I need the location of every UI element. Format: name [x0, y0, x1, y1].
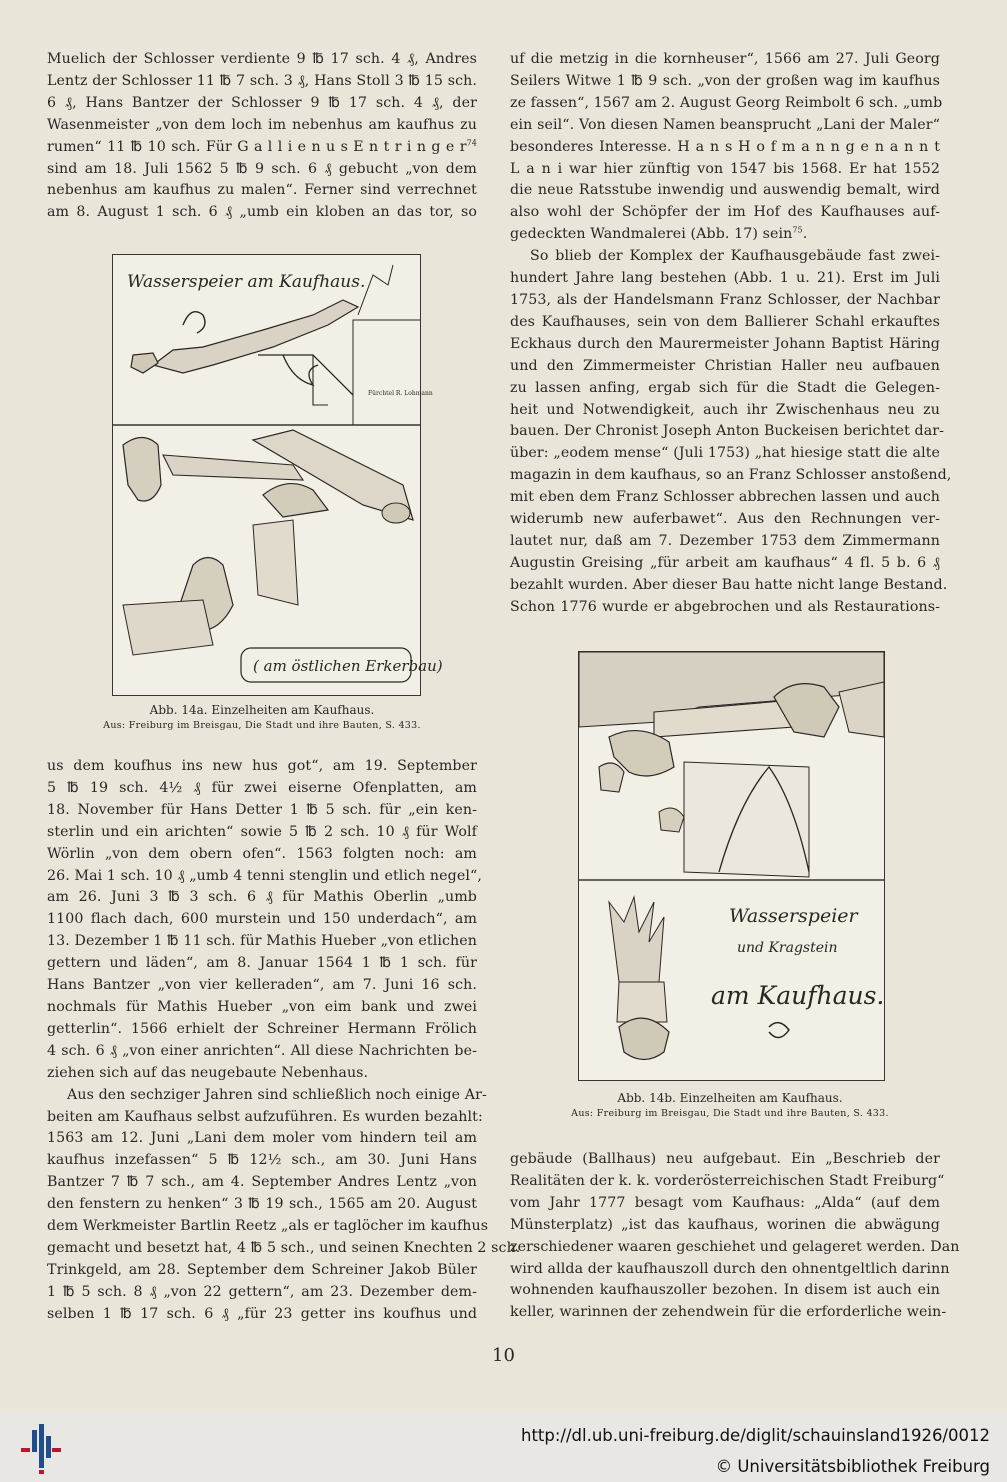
figure-14b-caption	[510, 1091, 950, 1121]
text-line: 1 ℔ 5 sch. 8 ₰ „von 22 gettern“, am 23. Dezember dem-	[47, 1283, 477, 1300]
figure-14b-title-line1: Wasserspeier	[729, 905, 858, 927]
text-line: nochmals für Mathis Hueber „von eim bank und zwei	[47, 998, 477, 1015]
text-line: lautet nur, daß am 7. Dezember 1753 dem Zimmermann	[510, 532, 940, 549]
figure-14b-caption-title: Abb. 14b. Einzelheiten am Kaufhaus.	[617, 1091, 843, 1105]
library-footer	[0, 1412, 1007, 1482]
text-line: 18. November für Hans Detter 1 ℔ 5 sch. für „ein ken-	[47, 801, 477, 818]
text-line: 1753, als der Handelsmann Franz Schlosser, der Nachbar	[510, 291, 940, 308]
figure-14b-drawing	[579, 652, 884, 1080]
text-segment: .	[802, 226, 808, 243]
text-line: Lentz der Schlosser 11 ℔ 7 sch. 3 ₰, Hans Stoll 3 ℔ 15 sch.	[47, 72, 477, 89]
text-line: kaufhus inzefassen“ 5 ℔ 12½ sch., am 30. Juni Hans	[47, 1152, 477, 1169]
right-column-top	[510, 49, 952, 619]
text-line: mit eben dem Franz Schlosser abbrechen lassen und auch	[510, 489, 940, 506]
figure-14a-caption-title: Abb. 14a. Einzelheiten am Kaufhaus.	[149, 703, 375, 717]
text-line: selben 1 ℔ 17 sch. 6 ₰ „für 23 getter ins koufhus und	[47, 1305, 477, 1322]
text-line: wird allda der kaufhauszoll durch den ohnentgeltlich darinn	[510, 1260, 950, 1277]
text-line: ze fassen“, 1567 am 2. August Georg Reimbolt 6 sch. „umb	[510, 94, 943, 111]
text-line: uf die metzig in die kornheuser“, 1566 am 27. Juli Georg	[510, 51, 940, 67]
text-line: getterlin“. 1566 erhielt der Schreiner Hermann Frölich	[47, 1020, 477, 1037]
figure-14a-drawing	[113, 255, 443, 695]
text-line: 26. Mai 1 sch. 10 ₰ „umb 4 tenni stenglin und etlich negel“,	[47, 867, 482, 884]
text-line: gemacht und besetzt hat, 4 ℔ 5 sch., und seinen Knechten 2 sch.	[47, 1239, 521, 1256]
figure-14a-caption-source: Aus: Freiburg im Breisgau, Die Stadt und ihre Bauten, S. 433.	[103, 720, 421, 731]
text-line: Schon 1776 wurde er abgebrochen und als Restaurations-	[510, 598, 940, 615]
text-line: beiten am Kaufhaus selbst aufzuführen. Es wurden bezahlt:	[47, 1108, 483, 1125]
figure-14a-signature: Fürchtel R. Lohmann	[368, 390, 433, 397]
text-line: 1563 am 12. Juni „Lani dem moler vom hindern teil am	[47, 1130, 477, 1147]
text-line: Hans Bantzer „von vier kelleraden“, am 7. Juni 16 sch.	[47, 977, 477, 994]
text-line: Seilers Witwe 1 ℔ 9 sch. „von der großen wag im kaufhus	[510, 72, 940, 89]
text-line: Wasenmeister „von dem loch im nebenhus am kaufhus zu	[47, 116, 477, 133]
text-line: Aus den sechziger Jahren sind schließlich noch einige Ar-	[67, 1086, 487, 1103]
text-line: ein seil“. Von diesen Namen beansprucht „Lani der Maler“	[510, 116, 940, 133]
text-line: Realitäten der k. k. vorderösterreichischen Stadt Freiburg“	[510, 1172, 945, 1189]
left-column-top	[47, 49, 477, 224]
text-line: Münsterplatz) „ist das kaufhaus, worinen die abwägung	[510, 1216, 940, 1233]
text-line: bauen. Der Chronist Joseph Anton Buckeisen berichtet dar-	[510, 423, 945, 440]
text-line: Eckhaus durch den Maurermeister Johann Baptist Häring	[510, 335, 940, 352]
footnote-marker: 74	[466, 137, 477, 147]
text-segment: gedeckten Wandmalerei (Abb. 17) sein	[510, 226, 793, 243]
text-line: Wörlin „von dem obern ofen“. 1563 folgten noch: am	[47, 845, 477, 862]
text-line: magazin in dem kaufhaus, so an Franz Schlosser anstoßend,	[510, 467, 952, 484]
figure-14b-title-line3: am Kaufhaus.	[711, 981, 885, 1010]
text-line: 1100 flach dach, 600 murstein und 150 underdach“, am	[47, 911, 477, 928]
text-line: über: „eodem mense“ (Juli 1753) „hat hiesige statt die alte	[510, 445, 940, 462]
text-line: L a n i war hier zünftig von 1547 bis 1568. Er hat 1552	[510, 160, 940, 177]
text-line: heit und Notwendigkeit, auch ihr Zwischenhaus neu zu	[510, 401, 940, 418]
text-line: sterlin und ein arichten“ sowie 5 ℔ 2 sch. 10 ₰ für Wolf	[47, 823, 477, 840]
text-line: bezahlt wurden. Aber dieser Bau hatte nicht lange Bestand.	[510, 576, 948, 593]
figure-14b-title-line2: und Kragstein	[737, 940, 838, 956]
text-line: also wohl der Schöpfer der im Hof des Kaufhauses auf-	[510, 204, 940, 221]
text-line: am 26. Juni 3 ℔ 3 sch. 6 ₰ für Mathis Oberlin „umb	[47, 889, 477, 906]
text-line: am 8. August 1 sch. 6 ₰ „umb ein kloben an das tor, so	[47, 204, 477, 221]
source-url-link[interactable]: http://dl.ub.uni-freiburg.de/diglit/schauinsland1926/0012	[520, 1426, 990, 1445]
text-line: Muelich der Schlosser verdiente 9 ℔ 17 sch. 4 ₰, Andres	[47, 51, 477, 67]
figure-14a-caption	[47, 703, 477, 733]
text-line: des Kaufhauses, sein von dem Ballierer Schahl erkauftes	[510, 313, 940, 330]
text-line: wohnenden kaufhauszoller bezohen. In disem ist auch ein	[510, 1282, 940, 1299]
text-line: und den Zimmermeister Christian Haller neu aufbauen	[510, 357, 940, 374]
page-number: 10	[492, 1345, 515, 1366]
text-line: zu lassen anfing, ergab sich für die Stadt die Gelegen-	[510, 379, 940, 396]
text-line: Trinkgeld, am 28. September dem Schreiner Jakob Büler	[47, 1261, 477, 1278]
text-line	[510, 224, 940, 246]
text-line: dem Werkmeister Bartlin Reetz „als er taglöcher im kaufhus	[47, 1218, 489, 1235]
text-line: sind am 18. Juli 1562 5 ℔ 9 sch. 6 ₰ gebucht „von dem	[47, 160, 477, 177]
text-line: 5 ℔ 19 sch. 4½ ₰ für zwei eiserne Ofenplatten, am	[47, 779, 477, 796]
figure-14b	[578, 651, 885, 1081]
text-line: besonderes Interesse. H a n s H o f m a n n g e n a n n t	[510, 138, 940, 155]
text-line: 6 ₰, Hans Bantzer der Schlosser 9 ℔ 17 sch. 4 ₰, der	[47, 94, 477, 111]
text-line: So blieb der Komplex der Kaufhausgebäude fast zwei-	[530, 248, 940, 265]
text-line: us dem koufhus ins new hus got“, am 19. September	[47, 758, 477, 774]
text-line: den fenstern zu henken“ 3 ℔ 19 sch., 1565 am 20. August	[47, 1196, 477, 1213]
right-column-bottom	[510, 1149, 960, 1324]
copyright-text: © Universitätsbibliothek Freiburg	[715, 1457, 990, 1476]
text-line: Bantzer 7 ℔ 7 sch., am 4. September Andres Lentz „von	[47, 1174, 477, 1191]
text-line: gebäude (Ballhaus) neu aufgebaut. Ein „Beschrieb der	[510, 1151, 940, 1167]
text-line: 4 sch. 6 ₰ „von einer anrichten“. All diese Nachrichten be-	[47, 1042, 477, 1059]
text-line: keller, warinnen der zehendwein für die erforderliche wein-	[510, 1304, 947, 1321]
text-line: vom Jahr 1777 besagt vom Kaufhaus: „Alda“ (auf dem	[510, 1194, 940, 1211]
text-line: hundert Jahre lang bestehen (Abb. 1 u. 21). Erst im Juli	[510, 270, 940, 287]
figure-14b-caption-source: Aus: Freiburg im Breisgau, Die Stadt und ihre Bauten, S. 433.	[571, 1108, 889, 1119]
text-line: ziehen sich auf das neugebaute Nebenhaus.	[47, 1064, 369, 1081]
text-line: gettern und läden“, am 8. Januar 1564 1 ℔ 1 sch. für	[47, 955, 477, 972]
university-library-logo	[18, 1420, 64, 1476]
figure-14a	[112, 254, 443, 696]
text-line: 13. Dezember 1 ℔ 11 sch. für Mathis Hueber „von etlichen	[47, 933, 477, 950]
text-line: die neue Ratsstube inwendig und auswendig bemalt, wird	[510, 182, 940, 199]
figure-14a-title: Wasserspeier am Kaufhaus.	[127, 272, 366, 292]
footnote-marker: 75	[792, 225, 803, 235]
figure-14a-label: ( am östlichen Erkerbau)	[253, 657, 443, 675]
text-line: Augustin Greising „für arbeit am kaufhaus“ 4 fl. 5 b. 6 ₰	[510, 554, 940, 571]
text-line	[47, 137, 477, 159]
text-line: zerschiedener waaren geschiehet und gelageret werden. Dan	[510, 1238, 960, 1255]
text-line: widerumb new auferbawet“. Aus den Rechnungen ver-	[510, 511, 940, 528]
text-segment: rumen“ 11 ℔ 10 sch. Für G a l l i e n u s E n t r i n g e r	[47, 138, 467, 155]
left-column-bottom	[47, 756, 521, 1326]
text-line: nebenhus am kaufhus zu malen“. Ferner sind verrechnet	[47, 182, 477, 199]
